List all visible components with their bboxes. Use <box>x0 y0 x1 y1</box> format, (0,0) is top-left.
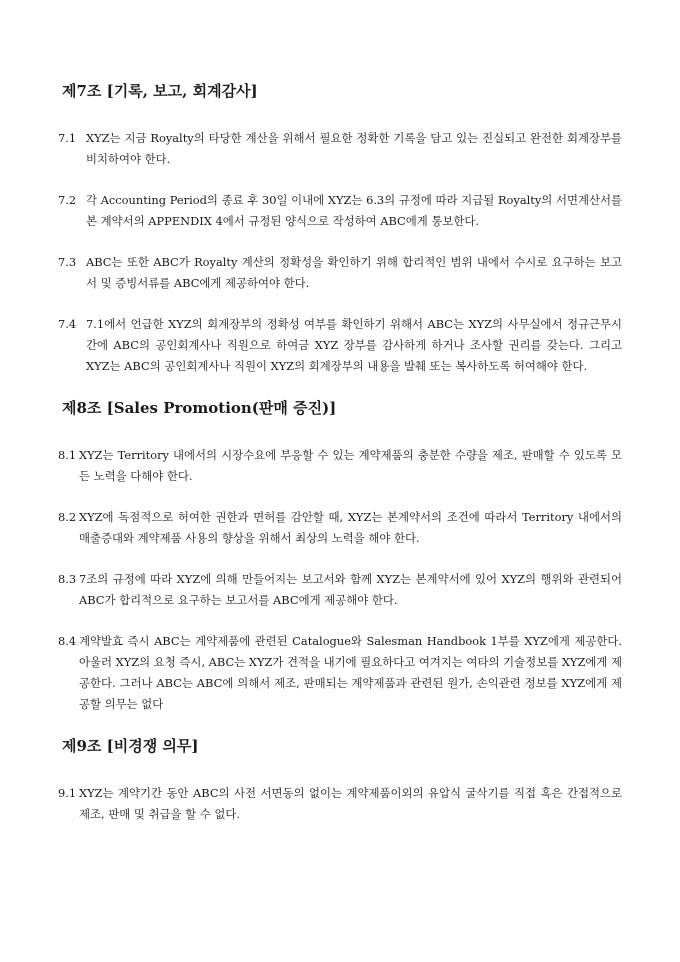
clause-text: XYZ에 독점적으로 허여한 권한과 면허를 감안할 때, XYZ는 본계약서의 조건에 따라서 Territory 내에서의 매출증대와 계약제품 사용의 향상을 위해서 최상의 노력을 해야 한다. <box>79 510 622 545</box>
clause-7-3 <box>58 252 622 294</box>
clause-8-4 <box>58 631 622 715</box>
clause-text: XYZ는 계약기간 동안 ABC의 사전 서면동의 없이는 계약제품이외의 유압식 굴삭기를 직접 혹은 간접적으로 제조, 판매 및 취급을 할 수 없다. <box>79 786 622 821</box>
clause-number: 8.1 <box>58 448 77 462</box>
clause-7-2 <box>58 190 622 232</box>
clause-text: 7.1에서 언급한 XYZ의 회계장부의 정확성 여부를 확인하기 위해서 ABC는 XYZ의 사무실에서 정규근무시간에 ABC의 공인회계사나 직원으로 하여금 XYZ 장부를 감사하게 하거나 조사할 권리를 갖는다. 그리고 XYZ는 ABC의 공인회계사나 직원이 XYZ의 회계장부의 내용을 발췌 또는 복사하도록 허여해야 한다. <box>86 317 622 373</box>
article-7-title: 제7조 [기록, 보고, 회계감사] <box>62 82 258 100</box>
clause-9-1 <box>58 783 622 825</box>
clause-text: ABC는 또한 ABC가 Royalty 계산의 정확성을 확인하기 위해 합리적인 범위 내에서 수시로 요구하는 보고서 및 증빙서류를 ABC에게 제공하여야 한다. <box>86 255 622 290</box>
clause-8-1 <box>58 445 622 487</box>
clause-number: 7.3 <box>58 255 77 269</box>
clause-number: 7.1 <box>58 131 77 145</box>
clause-text: XYZ는 Territory 내에서의 시장수요에 부응할 수 있는 계약제품의 충분한 수량을 제조, 판매할 수 있도록 모든 노력을 다해야 한다. <box>79 448 622 483</box>
clause-number: 8.3 <box>58 572 77 586</box>
clause-number: 9.1 <box>58 786 77 800</box>
clause-8-2 <box>58 507 622 549</box>
clause-7-1 <box>58 128 622 170</box>
clause-7-4 <box>58 314 622 377</box>
clause-number: 7.2 <box>58 193 77 207</box>
clause-text: 각 Accounting Period의 종료 후 30일 이내에 XYZ는 6.3의 규정에 따라 지급될 Royalty의 서면계산서를 본 계약서의 APPENDIX 4에서 규정된 양식으로 작성하여 ABC에게 통보한다. <box>86 193 622 228</box>
clause-number: 7.4 <box>58 317 77 331</box>
article-8-title: 제8조 [Sales Promotion(판매 증진)] <box>62 399 337 417</box>
clause-8-3 <box>58 569 622 611</box>
clause-number: 8.4 <box>58 634 77 648</box>
clause-text: 계약발효 즉시 ABC는 계약제품에 관련된 Catalogue와 Salesman Handbook 1부를 XYZ에게 제공한다. 아울러 XYZ의 요청 즉시, ABC는 XYZ가 견적을 내기에 필요하다고 여겨지는 여타의 기술정보를 XYZ에게 제공한다. 그러나 ABC는 ABC에 의해서 제조, 판매되는 계약제품과 관련된 원가, 손익관련 정보를 XYZ에게 제공할 의무는 없다 <box>79 634 622 711</box>
article-9-title: 제9조 [비경쟁 의무] <box>62 737 199 755</box>
clause-text: XYZ는 지금 Royalty의 타당한 계산을 위해서 필요한 정확한 기록을 담고 있는 진실되고 완전한 회계장부를 비치하여야 한다. <box>86 131 622 166</box>
clause-number: 8.2 <box>58 510 77 524</box>
clause-text: 7조의 규정에 따라 XYZ에 의해 만들어지는 보고서와 함께 XYZ는 본계약서에 있어 XYZ의 행위와 관련되어 ABC가 합리적으로 요구하는 보고서를 ABC에게 제공해야 한다. <box>79 572 622 607</box>
